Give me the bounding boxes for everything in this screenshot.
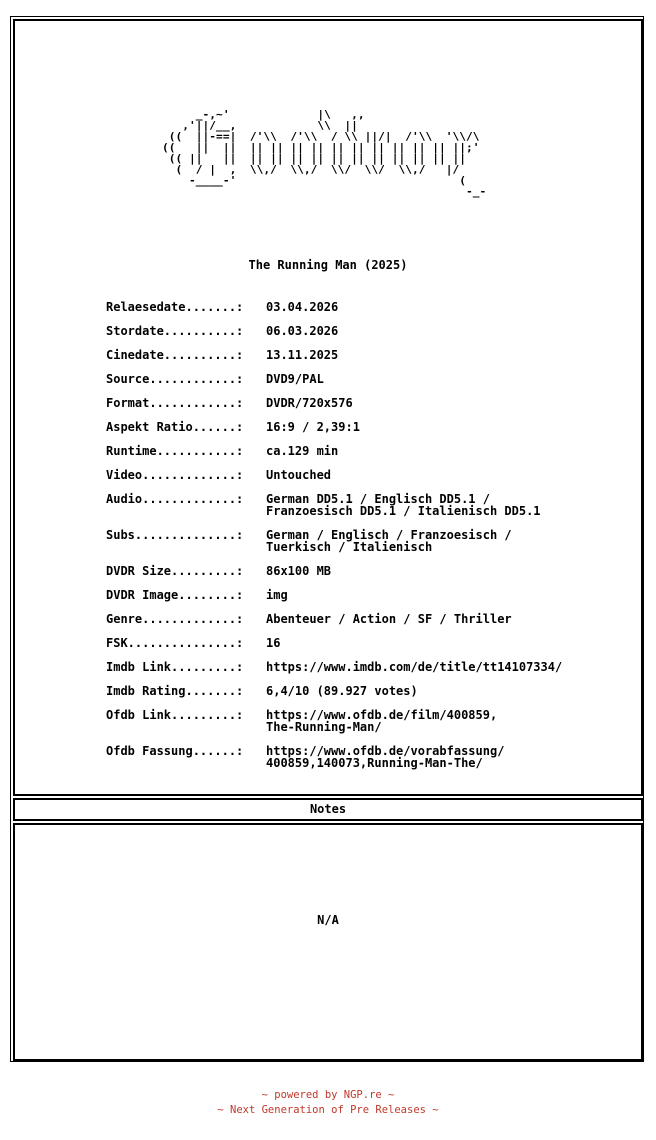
field-row bbox=[106, 637, 626, 649]
field-value: 86x100 MB bbox=[266, 564, 332, 578]
field-value: German DD5.1 / Englisch DD5.1 / Franzoesisch DD5.1 / Italienisch DD5.1 bbox=[266, 492, 541, 518]
field-value: German / Englisch / Franzoesisch / Tuerkisch / Italienisch bbox=[266, 528, 512, 554]
field-key: DVDR Image........: bbox=[106, 588, 244, 602]
notes-header: Notes bbox=[13, 798, 643, 821]
field-row bbox=[106, 493, 626, 517]
field-row bbox=[106, 445, 626, 457]
field-value: https://www.imdb.com/de/title/tt14107334/ bbox=[266, 660, 563, 674]
field-value: https://www.ofdb.de/film/400859, The-Running-Man/ bbox=[266, 708, 498, 734]
notes-panel bbox=[13, 823, 643, 1061]
field-row bbox=[106, 589, 626, 601]
footer bbox=[0, 1088, 656, 1118]
field-row bbox=[106, 469, 626, 481]
field-row bbox=[106, 301, 626, 313]
field-value: 03.04.2026 bbox=[266, 300, 339, 314]
field-value: Untouched bbox=[266, 468, 332, 482]
field-row bbox=[106, 565, 626, 577]
release-title: The Running Man (2025) bbox=[248, 258, 408, 272]
field-key: Audio.............: bbox=[106, 492, 244, 506]
field-row bbox=[106, 745, 626, 769]
field-row bbox=[106, 613, 626, 625]
field-value: img bbox=[266, 588, 288, 602]
footer-powered-by: ~ powered by NGP.re ~ bbox=[261, 1089, 395, 1101]
field-key: Source............: bbox=[106, 372, 244, 386]
field-value: DVDR/720x576 bbox=[266, 396, 353, 410]
field-value: 16 bbox=[266, 636, 281, 650]
release-fields bbox=[106, 301, 626, 781]
field-key: Relaesedate.......: bbox=[106, 300, 244, 314]
field-value: DVD9/PAL bbox=[266, 372, 324, 386]
field-key: Video.............: bbox=[106, 468, 244, 482]
field-key: Runtime...........: bbox=[106, 444, 244, 458]
field-key: Cinedate..........: bbox=[106, 348, 244, 362]
field-key: Subs..............: bbox=[106, 528, 244, 542]
footer-tagline: ~ Next Generation of Pre Releases ~ bbox=[217, 1104, 439, 1116]
field-key: FSK...............: bbox=[106, 636, 244, 650]
field-key: Imdb Link.........: bbox=[106, 660, 244, 674]
field-value: 6,4/10 (89.927 votes) bbox=[266, 684, 418, 698]
field-row bbox=[106, 373, 626, 385]
field-row bbox=[106, 529, 626, 553]
field-value: 16:9 / 2,39:1 bbox=[266, 420, 360, 434]
field-key: Genre.............: bbox=[106, 612, 244, 626]
field-row bbox=[106, 325, 626, 337]
field-row bbox=[106, 685, 626, 697]
field-row bbox=[106, 661, 626, 673]
notes-content: N/A bbox=[317, 913, 339, 927]
field-key: Ofdb Link.........: bbox=[106, 708, 244, 722]
field-key: Aspekt Ratio......: bbox=[106, 420, 244, 434]
release-info-panel bbox=[13, 19, 643, 796]
field-value: ca.129 min bbox=[266, 444, 339, 458]
field-key: Format............: bbox=[106, 396, 244, 410]
field-row bbox=[106, 709, 626, 733]
field-value: https://www.ofdb.de/vorabfassung/ 400859,140073,Running-Man-The/ bbox=[266, 744, 505, 770]
field-key: Stordate..........: bbox=[106, 324, 244, 338]
field-row bbox=[106, 421, 626, 433]
field-value: 06.03.2026 bbox=[266, 324, 339, 338]
field-key: DVDR Size.........: bbox=[106, 564, 244, 578]
field-key: Imdb Rating.......: bbox=[106, 684, 244, 698]
field-row bbox=[106, 349, 626, 361]
field-row bbox=[106, 397, 626, 409]
field-value: 13.11.2025 bbox=[266, 348, 339, 362]
field-value: Abenteuer / Action / SF / Thriller bbox=[266, 612, 512, 626]
ascii-logo: _-,~' |\ ,, ,'||/__, \\ || (( ||-==| /'\\ /'\\ / \\ ||/| /'\\ '\\/\ (( || || || || || || || || || || || || ||;' (( || || || || || || || || || || || || || ( / | , \\,/ \\,/ \\/ \\/ \\,/ |/ -____-' ( -_- bbox=[162, 108, 487, 198]
field-key: Ofdb Fassung......: bbox=[106, 744, 244, 758]
